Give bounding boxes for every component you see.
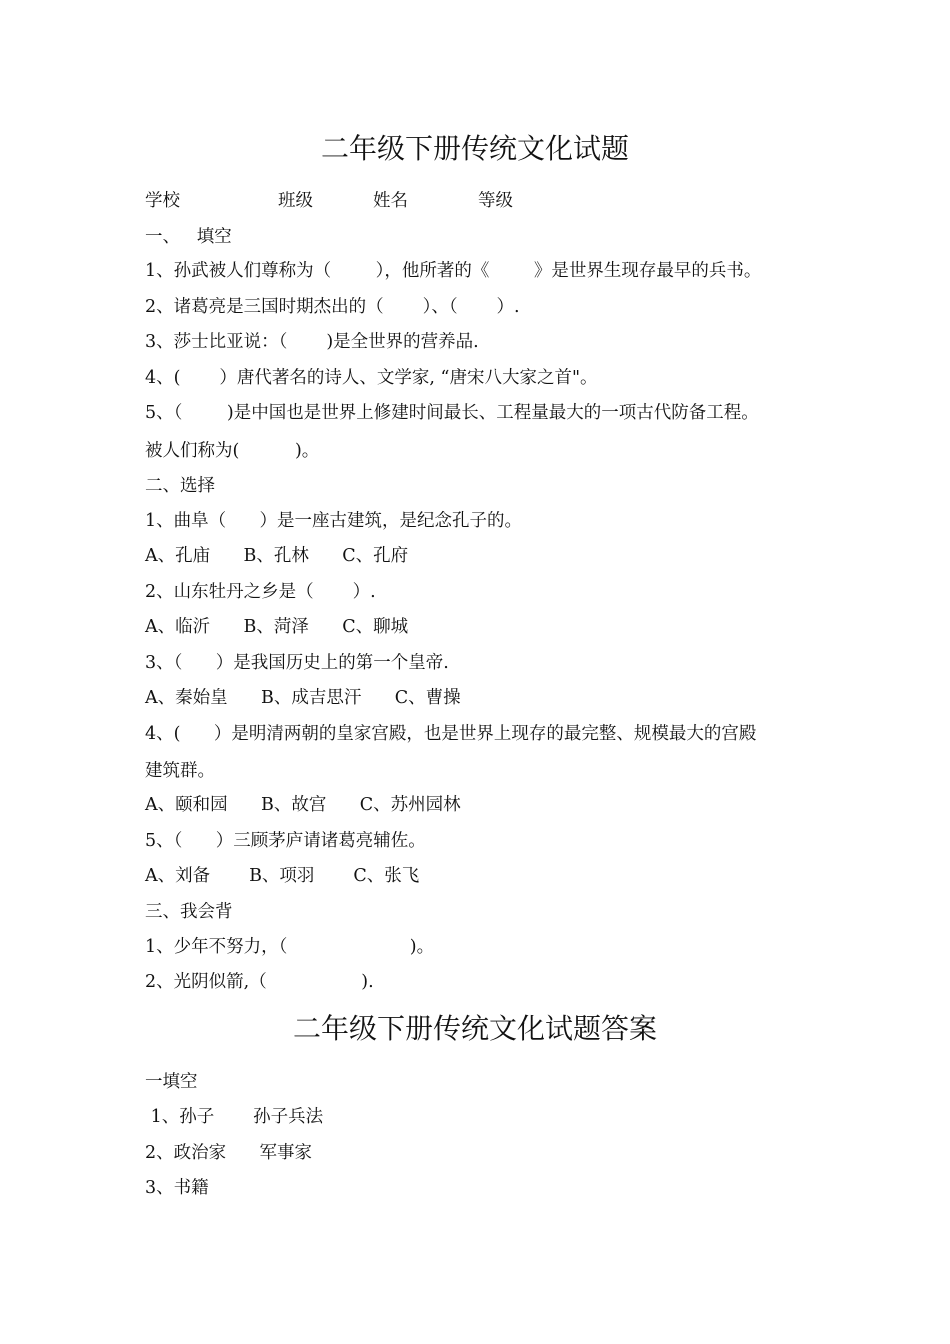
recite-question-1: 1、少年不努力，（ )。 [145, 937, 435, 957]
choice-options-2: A、临沂 B、菏泽 C、聊城 [145, 617, 409, 637]
choice-question-2: 2、山东牡丹之乡是（ ）. [145, 582, 376, 602]
choice-options-1: A、孔庙 B、孔林 C、孔府 [145, 546, 409, 566]
exam-title: 二年级下册传统文化试题 [320, 132, 629, 165]
header-fields [145, 189, 513, 213]
class-label: 班级 [278, 191, 313, 211]
fill-question-1: 1、孙武被人们尊称为（ ），他所著的《 》是世界生现存最早的兵书。 [145, 261, 762, 281]
fill-question-3: 3、莎士比亚说：（ )是全世界的营养品. [145, 332, 479, 352]
section1-heading: 一、 填空 [145, 227, 232, 247]
school-label: 学校 [145, 191, 180, 211]
grade-label: 等级 [478, 191, 513, 211]
fill-question-2: 2、诸葛亮是三国时期杰出的（ ）、（ ）. [145, 297, 520, 317]
answer-1: 1、孙子 孙子兵法 [145, 1107, 324, 1127]
answers-title: 二年级下册传统文化试题答案 [292, 1012, 657, 1045]
answer-2: 2、政治家 军事家 [145, 1143, 313, 1163]
section3-heading: 三、我会背 [145, 902, 233, 922]
choice-question-4: 4、( ）是明清两朝的皇家宫殿，也是世界上现存的最完整、规模最大的宫殿 [145, 724, 757, 744]
answer-3: 3、书籍 [145, 1178, 209, 1198]
recite-question-2: 2、光阴似箭,（ ). [145, 972, 374, 992]
choice-question-1: 1、曲阜（ ）是一座古建筑，是纪念孔子的。 [145, 511, 523, 531]
fill-question-4: 4、( ）唐代著名的诗人、文学家, “唐宋八大家之首"。 [145, 368, 598, 388]
choice-question-3: 3、（ ）是我国历史上的第一个皇帝. [145, 653, 449, 673]
choice-options-5: A、刘备 B、项羽 C、张飞 [145, 866, 420, 886]
choice-question-4-cont: 建筑群。 [145, 761, 215, 781]
choice-options-4: A、颐和园 B、故宫 C、苏州园林 [145, 795, 461, 815]
name-label: 姓名 [373, 191, 408, 211]
answers-heading: 一填空 [145, 1072, 198, 1092]
fill-question-5-cont: 被人们称为( )。 [145, 441, 320, 461]
section2-heading: 二、选择 [145, 476, 215, 496]
fill-question-5: 5、（ )是中国也是世界上修建时间最长、工程量最大的一项古代防备工程。 [145, 403, 759, 423]
choice-question-5: 5、（ ）三顾茅庐请诸葛亮辅佐。 [145, 831, 426, 851]
choice-options-3: A、秦始皇 B、成吉思汗 C、曹操 [145, 688, 461, 708]
